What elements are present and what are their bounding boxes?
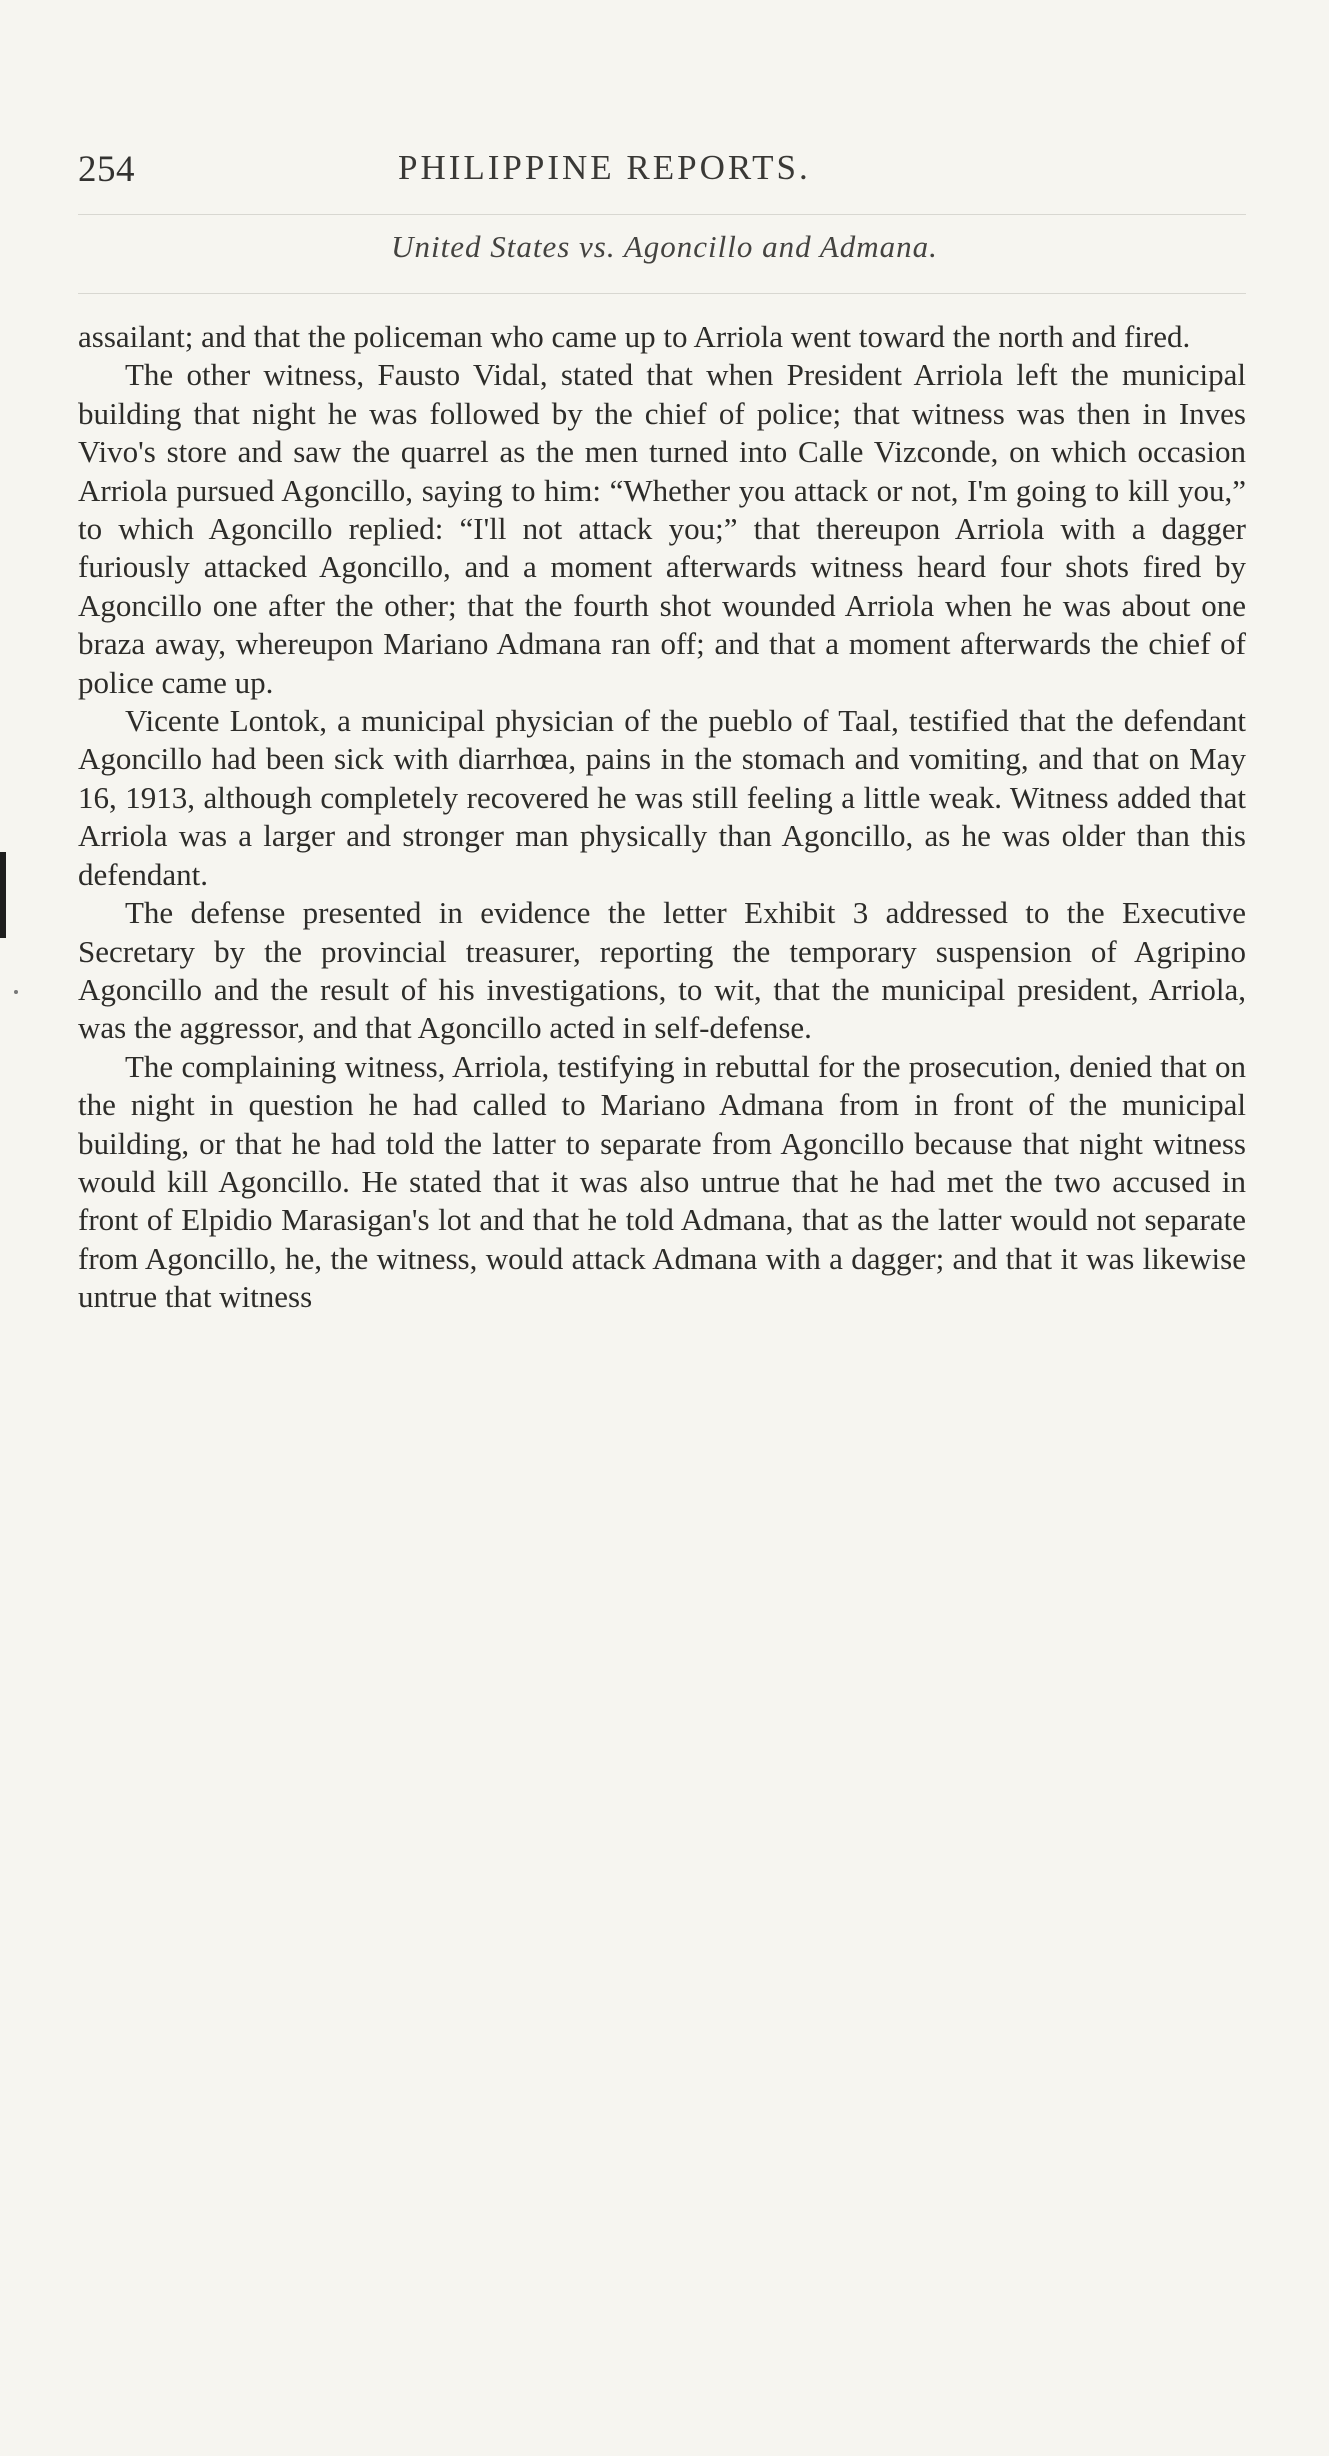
paragraph-defense-exhibit: The defense presented in evidence the letter Exhibit 3 addressed to the Executive Secretary by the provincial treasurer, reporting the temporary suspension of Agripino Agoncillo and the result of his investigations, to wit, that the municipal president, Arriola, was the aggressor, and that Agoncillo acted in self-defense. (78, 895, 1246, 1046)
paragraph-continued: assailant; and that the policeman who came up to Arriola went toward the north and fired. (78, 319, 1191, 354)
body-text (78, 318, 1246, 1317)
case-title: United States vs. Agoncillo and Admana. (391, 229, 938, 264)
paragraph-lontok-testimony: Vicente Lontok, a municipal physician of the pueblo of Taal, testified that the defendant Agoncillo had been sick with diarrhœa, pains in the stomach and vomiting, and that on May 16, 1913, although completely recovered he was still feeling a little weak. Witness added that Arriola was a larger and stronger man physically than Agoncillo, as he was older than this defendant. (78, 703, 1246, 892)
running-head (78, 148, 1246, 208)
case-title-divider (78, 293, 1246, 294)
publication-title: PHILIPPINE REPORTS. (398, 148, 811, 187)
paragraph-rebuttal: The complaining witness, Arriola, testifying in rebuttal for the prosecution, denied that on the night in question he had called to Mariano Admana from in front of the municipal building, or that he had told the latter to separate from Agoncillo because that night witness would kill Agoncillo. He stated that it was also untrue that he had met the two accused in front of Elpidio Marasigan's lot and that he told Admana, that as the latter would not separate from Agoncillo, he, the witness, would attack Admana with a dagger; and that it was likewise untrue that witness (78, 1048, 1246, 1315)
page-number: 254 (78, 149, 135, 190)
margin-scan-dot (14, 990, 18, 994)
header-divider (78, 214, 1246, 215)
margin-scan-mark (0, 852, 6, 938)
paragraph-vidal-testimony: The other witness, Fausto Vidal, stated that when President Arriola left the municipal building that night he was followed by the chief of police; that witness was then in Inves Vivo's store and saw the quarrel as the men turned into Calle Vizconde, on which occasion Arriola pursued Agoncillo, saying to him: “Whether you attack or not, I'm going to kill you,” to which Agoncillo replied: “I'll not attack you;” that thereupon Arriola with a dagger furiously attacked Agoncillo, and a moment afterwards witness heard four shots fired by Agoncillo one after the other; that the fourth shot wounded Arriola when he was about one braza away, whereupon Mariano Admana ran off; and that a moment afterwards the chief of police came up. (78, 357, 1246, 700)
